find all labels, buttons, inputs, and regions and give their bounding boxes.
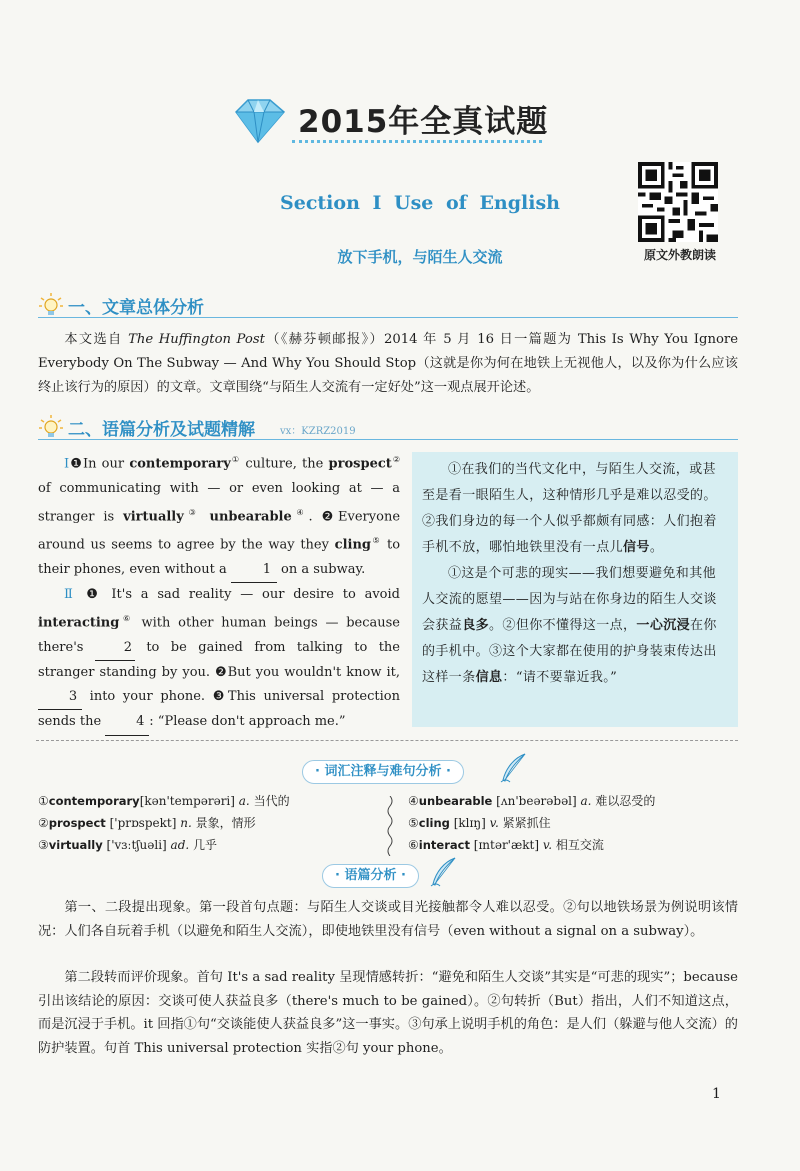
vocab-heading: · 词汇注释与难句分析 · [302,760,464,784]
section-heading-text: 二、语篇分析及试题精解 [68,420,255,440]
title-underline [292,140,542,143]
analysis-paragraph-1: 第一、二段提出现象。第一段首句点题：与陌生人交谈或目光接触都令人难以忍受。②句以地铁场景为例说明该情况：人们各自玩着手机（以避免和陌生人交流），即使地铁里没有信号（even without a signal on a subway）。 [38,900,738,939]
watermark-note: vx：KZRZ2019 [280,426,356,437]
qr-caption: 原文外教朗读 [643,248,716,262]
section-title: Section Ⅰ Use of English [280,192,560,214]
blank-4[interactable]: 4 [105,710,149,735]
quill-icon [498,752,528,784]
section-heading-text: 一、文章总体分析 [68,298,204,318]
diamond-icon [228,96,290,144]
blank-3[interactable]: 3 [38,685,82,710]
vocab-item: ①contemporary[kən'tempərəri] a. 当代的 [38,794,290,808]
blank-2[interactable]: 2 [95,636,135,661]
passage-paragraph-2: Ⅱ ❶ It's a sad reality — our desire to avoid interacting⑥ with other human beings — because there's 2 to be gained from talking to the stranger standing by you. ❷But you wouldn't know it, 3 into your phone. ❸This universal protection sends the 4 : “Please don't approach me.” [38,583,400,736]
source-title: The Huffington Post [128,332,265,347]
quill-icon [428,856,458,888]
passage-subtitle: 放下手机，与陌生人交流 [337,248,503,266]
vocab-item: ⑥interact [ɪntər'ækt] v. 相互交流 [408,838,604,852]
passage-paragraph-1: Ⅰ❶In our contemporary① culture, the prospect② of communicating with — or even looking at — a stranger is virtually③ unbearable④. ❷Everyone around us seems to agree by the way they cling⑤ to their phones, even without a 1 on a subway. [38,448,400,583]
vocab-item: ④unbearable [ʌn'beərəbəl] a. 难以忍受的 [408,794,656,808]
page-title: 2015年全真试题 [298,104,549,140]
vocab-item: ②prospect ['prɒspekt] n. 景象，情形 [38,816,256,830]
lightbulb-icon [38,292,64,318]
passage-translation [412,452,738,727]
lightbulb-icon [38,414,64,440]
translation-paragraph-2: ①这是个可悲的现实——我们想要避免和其他人交流的愿望——因为与站在你身边的陌生人交谈会获益良多。②但你不懂得这一点，一心沉浸在你的手机中。③这个大家都在使用的护身装束传达出这样一条信息：“请不要靠近我。” [422,566,717,685]
analysis-heading: · 语篇分析 · [322,864,419,888]
passage-english [38,448,400,736]
blank-1[interactable]: 1 [231,558,277,583]
page-number: 1 [712,1086,721,1102]
divider [36,740,738,741]
section-heading-discourse [38,414,738,440]
analysis-paragraph-2: 第二段转而评价现象。首句 It's a sad reality 呈现情感转折：“避免和陌生人交谈”其实是“可悲的现实”；because 引出该结论的原因：交谈可使人获益良多（there's much to be gained）。②句转折（But）指出，人们不知道这点，而是沉浸于手机。it 回指①句“交谈能使人获益良多”这一事实。③句承上说明手机的角色：是人们（躲避与他人交流）的防护装置。句首 This universal protection 实指②句 your phone。 [38,970,738,1056]
vocab-item: ③virtually ['vɜːtʃuəli] ad. 几乎 [38,838,218,852]
qr-code[interactable] [638,162,718,242]
vocab-item: ⑤cling [klɪŋ] v. 紧紧抓住 [408,816,551,830]
vocab-list-left [38,790,378,856]
section-heading-overall [38,292,738,318]
overall-analysis-paragraph: 本文选自 The Huffington Post（《赫芬顿邮报》）2014 年 5 月 16 日一篇题为 This Is Why You Ignore Everybody On The Subway — And Why You Should Stop（这就是你为何在地铁上无视他人，以及你为什么应该终止该行为的原因）的文章。文章围绕“与陌生人交流有一定好处”这一观点展开论述。 [38,332,738,395]
vocab-divider [384,796,396,856]
translation-paragraph-1: ①在我们的当代文化中，与陌生人交流，或甚至是看一眼陌生人，这种情形几乎是难以忍受的。②我们身边的每一个人似乎都颇有同感：人们抱着手机不放，哪怕地铁里没有一点儿信号。 [422,462,717,555]
vocab-list-right [408,790,738,856]
